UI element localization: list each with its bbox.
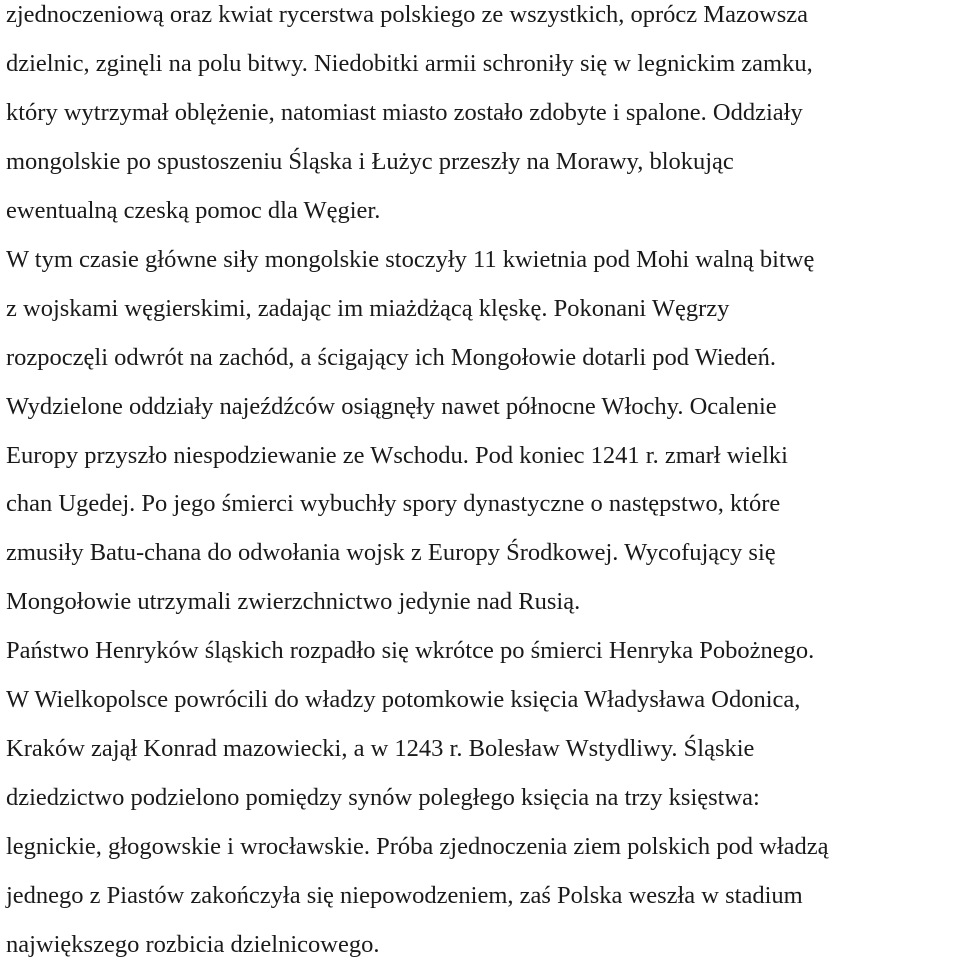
text-line-4: mongolskie po spustoszeniu Śląska i Łużyc przeszły na Morawy, blokując bbox=[6, 148, 734, 175]
text-line-9: Wydzielone oddziały najeźdźców osiągnęły nawet północne Włochy. Ocalenie bbox=[6, 393, 777, 420]
text-line-12: zmusiły Batu-chana do odwołania wojsk z Europy Środkowej. Wycofujący się bbox=[6, 539, 776, 566]
text-line-8: rozpoczęli odwrót na zachód, a ścigający ich Mongołowie dotarli pod Wiedeń. bbox=[6, 344, 777, 371]
text-line-18: legnickie, głogowskie i wrocławskie. Próba zjednoczenia ziem polskich pod władzą bbox=[6, 833, 829, 860]
text-line-20: największego rozbicia dzielnicowego. bbox=[6, 931, 380, 958]
text-line-10: Europy przyszło niespodziewanie ze Wschodu. Pod koniec 1241 r. zmarł wielki bbox=[6, 442, 788, 469]
text-line-14: Państwo Henryków śląskich rozpadło się wkrótce po śmierci Henryka Pobożnego. bbox=[6, 637, 815, 664]
text-line-17: dziedzictwo podzielono pomiędzy synów poległego księcia na trzy księstwa: bbox=[6, 784, 760, 811]
text-line-5: ewentualną czeską pomoc dla Węgier. bbox=[6, 197, 381, 224]
text-line-11: chan Ugedej. Po jego śmierci wybuchły spory dynastyczne o następstwo, które bbox=[6, 490, 781, 517]
text-line-15: W Wielkopolsce powrócili do władzy potomkowie księcia Władysława Odonica, bbox=[6, 686, 801, 713]
text-line-6: W tym czasie główne siły mongolskie stoczyły 11 kwietnia pod Mohi walną bitwę bbox=[6, 246, 815, 273]
text-line-13: Mongołowie utrzymali zwierzchnictwo jedynie nad Rusią. bbox=[6, 588, 581, 615]
text-line-2: dzielnic, zginęli na polu bitwy. Niedobitki armii schroniły się w legnickim zamku, bbox=[6, 50, 813, 77]
text-line-1: zjednoczeniową oraz kwiat rycerstwa polskiego ze wszystkich, oprócz Mazowsza bbox=[6, 1, 809, 28]
text-line-7: z wojskami węgierskimi, zadając im miażdżącą klęskę. Pokonani Węgrzy bbox=[6, 295, 730, 322]
text-line-16: Kraków zajął Konrad mazowiecki, a w 1243 r. Bolesław Wstydliwy. Śląskie bbox=[6, 735, 755, 762]
text-line-19: jednego z Piastów zakończyła się niepowodzeniem, zaś Polska weszła w stadium bbox=[6, 882, 803, 909]
text-line-3: który wytrzymał oblężenie, natomiast miasto zostało zdobyte i spalone. Oddziały bbox=[6, 99, 803, 126]
